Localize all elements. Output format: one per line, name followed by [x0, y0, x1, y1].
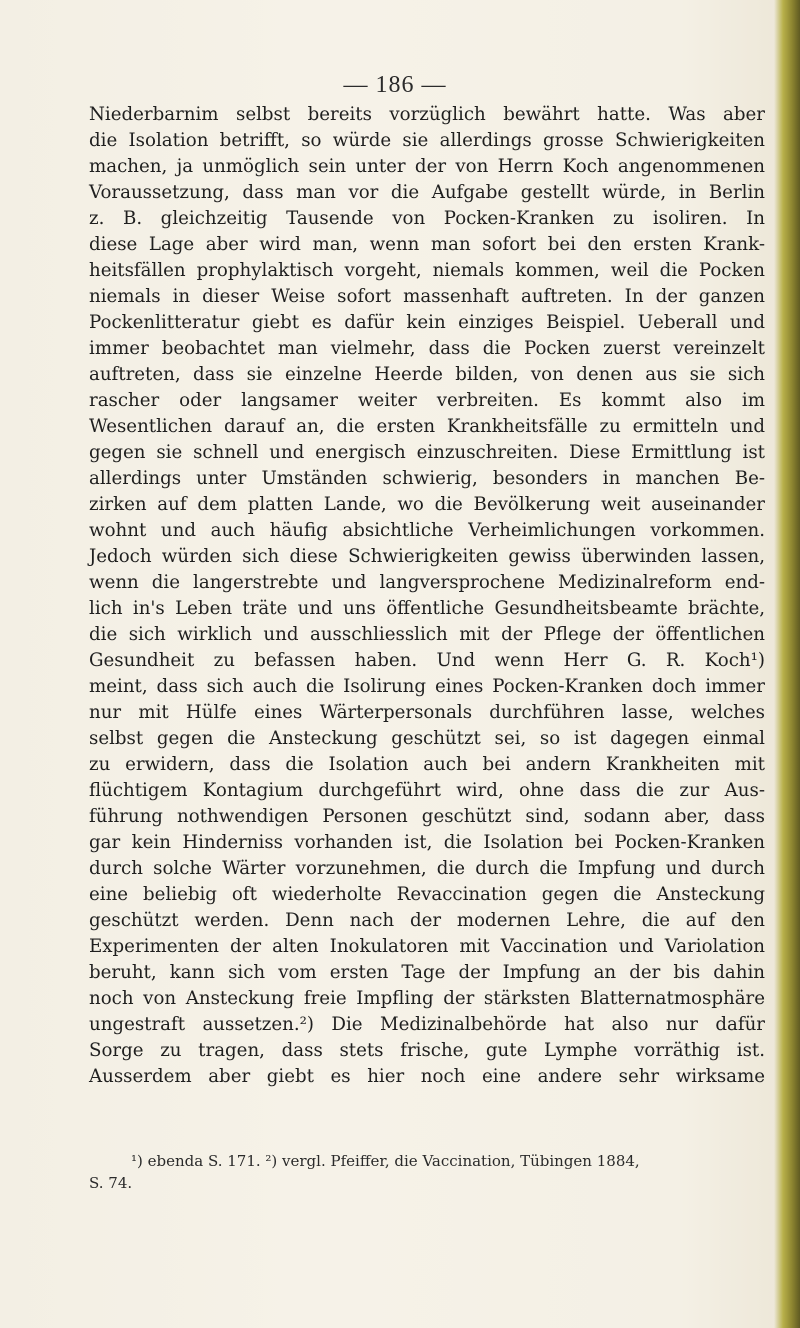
- footnote-line-1: ¹) ebenda S. 171. ²) vergl. Pfeiffer, die Vaccination, Tübingen 1884,: [131, 1152, 640, 1170]
- page-edge: [774, 0, 800, 1328]
- footnotes: [89, 1150, 765, 1194]
- footnote-line-2: S. 74.: [89, 1174, 133, 1192]
- body-text: Niederbarnim selbst bereits vorzüglich bewährt hatte. Was aber die Isolation betrifft, so würde sie allerdings grosse Schwierigkeiten machen, ja unmöglich sein unter der von Herrn Koch angenommenen Voraussetzung, dass man vor die Aufgabe gestellt würde, in Berlin z. B. gleichzeitig Tausende von Pocken-Kranken zu isoliren. In diese Lage aber wird man, wenn man sofort bei den ersten Krank- heitsfällen prophylaktisch vorgeht, niemals kommen, weil die Pocken niemals in dieser Weise sofort massenhaft auftreten. In der ganzen Pockenlitteratur giebt es dafür kein einziges Beispiel. Ueberall und immer beobachtet man vielmehr, dass die Pocken zuerst vereinzelt auftreten, dass sie einzelne Heerde bilden, von denen aus sie sich rascher oder langsamer weiter verbreiten. Es kommt also im Wesentlichen darauf an, die ersten Krankheitsfälle zu ermitteln und gegen sie schnell und energisch einzuschreiten. Diese Ermittlung ist allerdings unter Umständen schwierig, besonders in manchen Be- zirken auf dem platten Lande, wo die Bevölkerung weit auseinander wohnt und auch häufig absichtliche Verheimlichungen vorkommen. Jedoch würden sich diese Schwierigkeiten gewiss überwinden lassen, wenn die langerstrebte und langversprochene Medizinalreform end- lich in's Leben träte und uns öffentliche Gesundheitsbeamte brächte, die sich wirklich und ausschliesslich mit der Pflege der öffentlichen Gesundheit zu befassen haben. Und wenn Herr G. R. Koch¹) meint, dass sich auch die Isolirung eines Pocken-Kranken doch immer nur mit Hülfe eines Wärterpersonals durchführen lasse, welches selbst gegen die Ansteckung geschützt sei, so ist dagegen einmal zu erwidern, dass die Isolation auch bei andern Krankheiten mit flüchtigem Kontagium durchgeführt wird, ohne dass die zur Aus- führung nothwendigen Personen geschützt sind, sodann aber, dass gar kein Hinderniss vorhanden ist, die Isolation bei Pocken-Kranken durch solche Wärter vorzunehmen, die durch die Impfung und durch eine beliebig oft wiederholte Revaccination gegen die Ansteckung geschützt werden. Denn nach der modernen Lehre, die auf den Experimenten der alten Inokulatoren mit Vaccination und Variolation beruht, kann sich vom ersten Tage der Impfung an der bis dahin noch von Ansteckung freie Impfling der stärksten Blatternatmosphäre ungestraft aussetzen.²) Die Medizinalbehörde hat also nur dafür Sorge zu tragen, dass stets frische, gute Lymphe vorräthig ist. Ausserdem aber giebt es hier noch eine andere sehr wirksame: [89, 104, 765, 1087]
- page-number: — 186 —: [343, 72, 447, 98]
